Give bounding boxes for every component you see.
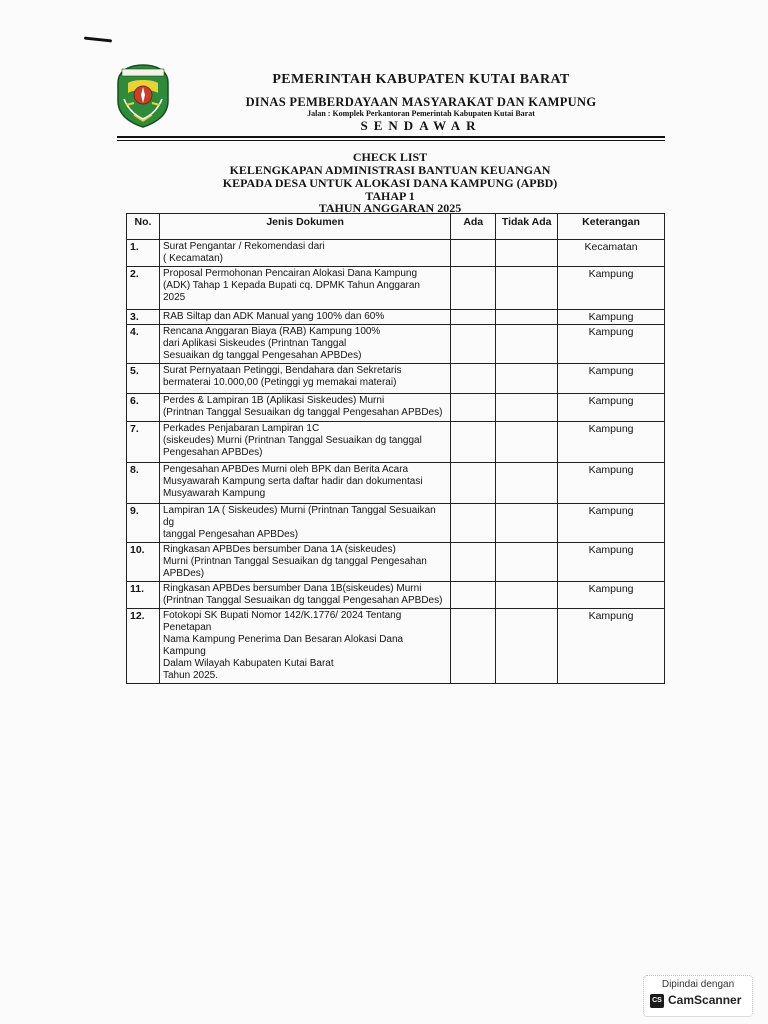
camscanner-logo-icon: CS xyxy=(650,994,664,1008)
document-line: Rencana Anggaran Biaya (RAB) Kampung 100% xyxy=(162,326,381,337)
tidak-ada-checkbox-cell[interactable] xyxy=(496,504,558,543)
tidak-ada-checkbox-cell[interactable] xyxy=(496,463,558,504)
document-line: (ADK) Tahap 1 Kepada Bupati cq. DPMK Tahun Anggaran xyxy=(162,280,420,291)
ada-checkbox-cell[interactable] xyxy=(451,609,496,684)
checklist-table xyxy=(126,213,665,684)
table-body xyxy=(127,240,665,684)
tidak-ada-checkbox-cell[interactable] xyxy=(496,582,558,609)
document-line: ( Kecamatan) xyxy=(162,253,223,264)
document-line: (siskeudes) Murni (Printnan Tanggal Sesuaikan dg tanggal xyxy=(162,435,422,446)
document-name xyxy=(159,240,450,267)
row-number: 12. xyxy=(127,609,160,684)
table-row xyxy=(127,543,665,582)
title-subject: KELENGKAPAN ADMINISTRASI BANTUAN KEUANGAN xyxy=(229,163,551,177)
row-number: 6. xyxy=(127,394,160,422)
document-line: Tahun 2025. xyxy=(162,670,219,681)
title-year: TAHUN ANGGARAN 2025 xyxy=(318,201,462,215)
tidak-ada-checkbox-cell[interactable] xyxy=(496,310,558,325)
document-line: Surat Pengantar / Rekomendasi dari xyxy=(162,241,325,252)
ada-checkbox-cell[interactable] xyxy=(451,504,496,543)
document-name xyxy=(159,325,450,364)
keterangan-cell: Kampung xyxy=(558,463,665,504)
document-line: 2025 xyxy=(162,292,186,303)
tidak-ada-checkbox-cell[interactable] xyxy=(496,543,558,582)
document-line: dari Aplikasi Siskeudes (Printnan Tanggal xyxy=(162,338,347,349)
keterangan-cell: Kampung xyxy=(558,267,665,310)
document-name xyxy=(159,504,450,543)
keterangan-cell: Kampung xyxy=(558,325,665,364)
col-header-ada: Ada xyxy=(451,214,496,240)
ada-checkbox-cell[interactable] xyxy=(451,463,496,504)
document-name xyxy=(159,394,450,422)
table-row xyxy=(127,240,665,267)
document-name xyxy=(159,582,450,609)
document-line: Proposal Permohonan Pencairan Alokasi Dana Kampung xyxy=(162,268,418,279)
document-line: APBDes) xyxy=(162,568,205,579)
document-line: Dalam Wilayah Kabupaten Kutai Barat xyxy=(162,658,334,669)
row-number: 4. xyxy=(127,325,160,364)
ada-checkbox-cell[interactable] xyxy=(451,267,496,310)
keterangan-cell: Kampung xyxy=(558,609,665,684)
table-row xyxy=(127,504,665,543)
document-line: Musyawarah Kampung serta daftar hadir dan dokumentasi xyxy=(162,476,423,487)
tidak-ada-checkbox-cell[interactable] xyxy=(496,240,558,267)
col-header-tidak-ada: Tidak Ada xyxy=(496,214,558,240)
document-line: Murni (Printnan Tanggal Sesuaikan dg tanggal Pengesahan xyxy=(162,556,427,567)
document-line: bermaterai 10.000,00 (Petinggi yg memakai materai) xyxy=(162,377,397,388)
header-city: SENDAWAR xyxy=(360,118,482,133)
col-header-doc: Jenis Dokumen xyxy=(159,214,450,240)
table-row xyxy=(127,325,665,364)
ada-checkbox-cell[interactable] xyxy=(451,364,496,394)
tidak-ada-checkbox-cell[interactable] xyxy=(496,267,558,310)
document-name xyxy=(159,310,450,325)
header-government: PEMERINTAH KABUPATEN KUTAI BARAT xyxy=(272,72,570,87)
table-row xyxy=(127,609,665,684)
keterangan-cell: Kampung xyxy=(558,543,665,582)
table-header-row xyxy=(127,214,665,240)
ada-checkbox-cell[interactable] xyxy=(451,394,496,422)
document-line: Pengesahan APBDes Murni oleh BPK dan Berita Acara xyxy=(162,464,409,475)
row-number: 11. xyxy=(127,582,160,609)
table-row xyxy=(127,394,665,422)
row-number: 1. xyxy=(127,240,160,267)
document-line: Musyawarah Kampung xyxy=(162,488,266,499)
table-row xyxy=(127,463,665,504)
col-header-no: No. xyxy=(127,214,160,240)
ada-checkbox-cell[interactable] xyxy=(451,422,496,463)
document-name xyxy=(159,422,450,463)
document-line: RAB Siltap dan ADK Manual yang 100% dan 60% xyxy=(162,311,385,322)
document-line: Sesuaikan dg tanggal Pengesahan APBDes) xyxy=(162,350,362,361)
document-name xyxy=(159,463,450,504)
document-line: Fotokopi SK Bupati Nomor 142/K.1776/ 2024 Tentang Penetapan xyxy=(162,610,402,633)
keterangan-cell: Kampung xyxy=(558,310,665,325)
row-number: 2. xyxy=(127,267,160,310)
header-rule-thick xyxy=(117,136,665,138)
document-line: Perkades Penjabaran Lampiran 1C xyxy=(162,423,320,434)
tidak-ada-checkbox-cell[interactable] xyxy=(496,325,558,364)
tidak-ada-checkbox-cell[interactable] xyxy=(496,364,558,394)
ada-checkbox-cell[interactable] xyxy=(451,325,496,364)
watermark-caption: Dipindai dengan xyxy=(661,979,735,990)
title-stage: TAHAP 1 xyxy=(365,189,415,203)
ada-checkbox-cell[interactable] xyxy=(451,310,496,325)
table-row xyxy=(127,364,665,394)
header-rule-thin xyxy=(117,140,665,141)
camscanner-watermark xyxy=(643,975,753,1017)
row-number: 10. xyxy=(127,543,160,582)
ada-checkbox-cell[interactable] xyxy=(451,543,496,582)
table-row xyxy=(127,582,665,609)
keterangan-cell: Kampung xyxy=(558,364,665,394)
table-row xyxy=(127,422,665,463)
title-checklist: CHECK LIST xyxy=(352,150,428,164)
row-number: 5. xyxy=(127,364,160,394)
keterangan-cell: Kampung xyxy=(558,394,665,422)
table-row xyxy=(127,310,665,325)
col-header-keterangan: Keterangan xyxy=(558,214,665,240)
document-line: Nama Kampung Penerima Dan Besaran Alokasi Dana Kampung xyxy=(162,634,404,657)
document-line: Ringkasan APBDes bersumber Dana 1A (siskeudes) xyxy=(162,544,396,555)
keterangan-cell: Kecamatan xyxy=(558,240,665,267)
row-number: 3. xyxy=(127,310,160,325)
document-name xyxy=(159,609,450,684)
pen-mark xyxy=(84,37,112,43)
tidak-ada-checkbox-cell[interactable] xyxy=(496,422,558,463)
document-line: Pengesahan APBDes) xyxy=(162,447,263,458)
table-row xyxy=(127,267,665,310)
document-line: Lampiran 1A ( Siskeudes) Murni (Printnan Tanggal Sesuaikan dg xyxy=(162,505,436,528)
document-line: Perdes & Lampiran 1B (Aplikasi Siskeudes) Murni xyxy=(162,395,385,406)
document-line: tanggal Pengesahan APBDes) xyxy=(162,529,299,540)
document-line: (Printnan Tanggal Sesuaikan dg tanggal Pengesahan APBDes) xyxy=(162,407,443,418)
document-line: Surat Pernyataan Petinggi, Bendahara dan Sekretaris xyxy=(162,365,402,376)
ada-checkbox-cell[interactable] xyxy=(451,582,496,609)
keterangan-cell: Kampung xyxy=(558,422,665,463)
watermark-brand: CamScanner xyxy=(668,993,742,1007)
tidak-ada-checkbox-cell[interactable] xyxy=(496,394,558,422)
header-department: DINAS PEMBERDAYAAN MASYARAKAT DAN KAMPUNG xyxy=(245,95,597,109)
document-line: Ringkasan APBDes bersumber Dana 1B(siskeudes) Murni xyxy=(162,583,422,594)
kutai-barat-emblem-icon xyxy=(114,63,172,129)
document-name xyxy=(159,364,450,394)
title-target: KEPADA DESA UNTUK ALOKASI DANA KAMPUNG (APBD) xyxy=(222,176,558,190)
keterangan-cell: Kampung xyxy=(558,582,665,609)
ada-checkbox-cell[interactable] xyxy=(451,240,496,267)
keterangan-cell: Kampung xyxy=(558,504,665,543)
row-number: 8. xyxy=(127,463,160,504)
row-number: 7. xyxy=(127,422,160,463)
tidak-ada-checkbox-cell[interactable] xyxy=(496,609,558,684)
row-number: 9. xyxy=(127,504,160,543)
document-name xyxy=(159,543,450,582)
document-name xyxy=(159,267,450,310)
document-line: (Printnan Tanggal Sesuaikan dg tanggal Pengesahan APBDes) xyxy=(162,595,443,606)
header-address: Jalan : Komplek Perkantoran Pemerintah Kabupaten Kutai Barat xyxy=(307,109,535,118)
